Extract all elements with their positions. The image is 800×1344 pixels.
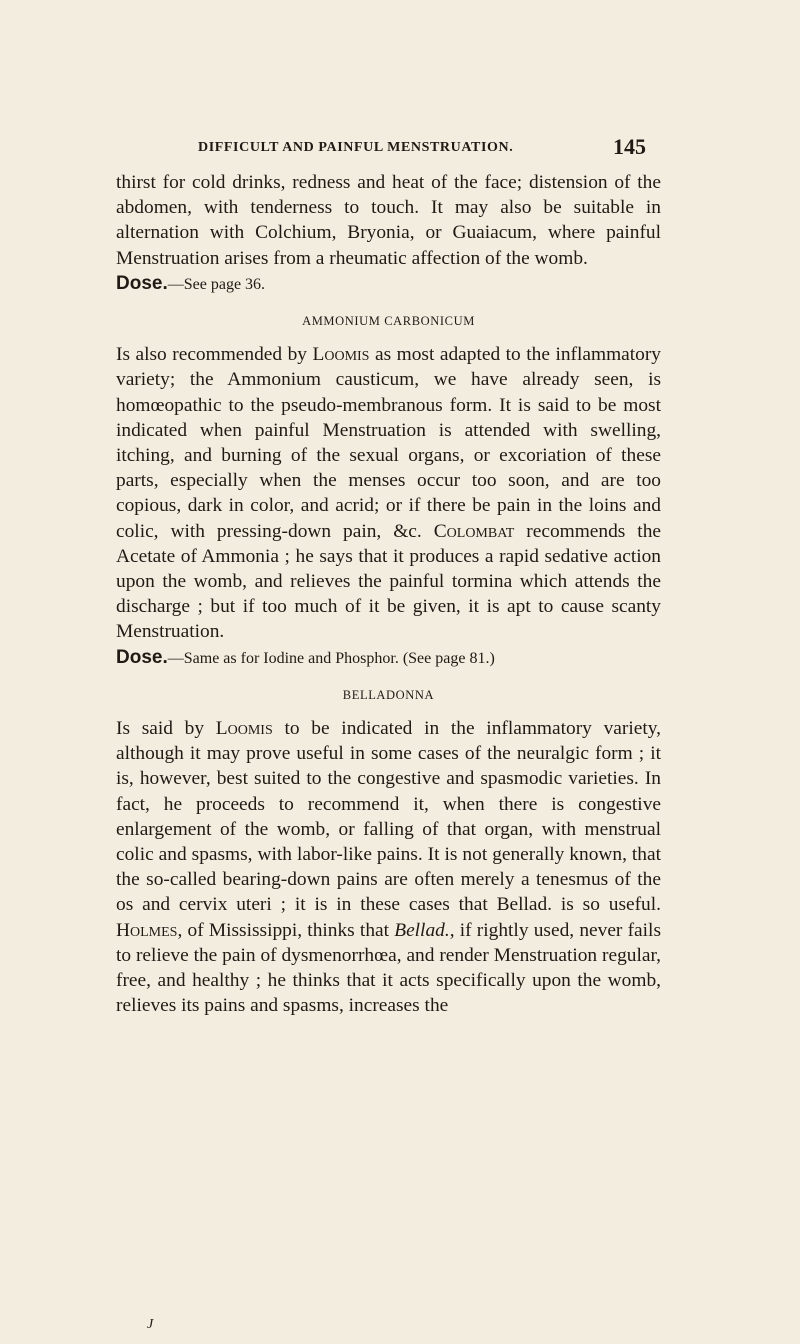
author-name: Loomis xyxy=(312,344,370,366)
page-header xyxy=(0,134,800,162)
author-name: Loomis xyxy=(215,718,273,740)
dose-line-2 xyxy=(116,645,661,671)
paragraph-ammonium xyxy=(116,342,661,644)
paragraph-belladonna xyxy=(116,716,661,1018)
dose-label: Dose. xyxy=(116,646,168,668)
body-text xyxy=(116,170,661,1019)
text-run: , if rightly used, never fails to relieve the pain of dysmenorrhœa, and render Menstruation regular, free, and healthy ; he thinks that it acts specifically upon the womb, relieves its pains and spasms, increases the xyxy=(116,919,661,1017)
section-heading-ammonium: AMMONIUM CARBONICUM xyxy=(302,314,475,329)
dose-text: —See page 36. xyxy=(167,275,266,293)
author-name: Holmes xyxy=(116,919,178,941)
text-run: Is also recommended by xyxy=(116,344,313,366)
dose-line-1 xyxy=(116,271,661,297)
dose-label: Dose. xyxy=(116,272,168,294)
running-head: DIFFICULT AND PAINFUL MENSTRUATION. xyxy=(198,140,514,155)
signature-mark: J xyxy=(147,1317,154,1332)
section-heading-belladonna: BELLADONNA xyxy=(342,687,435,702)
paragraph-continuation: thirst for cold drinks, redness and heat of the face; distension of the abdomen, with tenderness to touch. It may also be suitable in alternation with Colchium, Bryonia, or Guaiacum, where painful Menstruation arises from a rheumatic affection of the womb. xyxy=(116,172,661,269)
page-number: 145 xyxy=(613,134,646,159)
author-name: Colombat xyxy=(433,520,515,542)
italic-term: Bellad. xyxy=(394,919,450,941)
text-run: as most adapted to the inflammatory variety; the Ammonium causticum, we have already seen, is homœopathic to the pseudo-membranous form. It is said to be most indicated when painful Menstruation is attended with swelling, itching, and burning of the sexual organs, or excoriation of these parts, especially when the menses occur too soon, and are too copious, dark in color, and acrid; or if there be pain in the loins and colic, with pressing-down pain, &c. xyxy=(116,344,661,542)
text-run: , of Mississippi, thinks that xyxy=(177,919,395,941)
text-run: recommends the Acetate of Ammonia ; he says that it produces a rapid sedative action upon the womb, and relieves the painful tormina which attends the discharge ; but if too much of it be given, it is apt to cause scanty Menstruation. xyxy=(116,520,661,643)
dose-text: —Same as for Iodine and Phosphor. (See page 81.) xyxy=(167,649,495,667)
text-run: Is said by xyxy=(116,718,216,740)
text-run: to be indicated in the inflammatory variety, although it may prove useful in some cases of the neuralgic form ; it is, however, best suited to the congestive and spasmodic varieties. In fact, he proceeds to recommend it, when there is congestive enlargement of the womb, or falling of that organ, with menstrual colic and spasms, with labor-like pains. It is not generally known, that the so-called bearing-down pains are often merely a tenesmus of the os and cervix uteri ; it is in these cases that Bellad. is so useful. xyxy=(116,718,661,916)
